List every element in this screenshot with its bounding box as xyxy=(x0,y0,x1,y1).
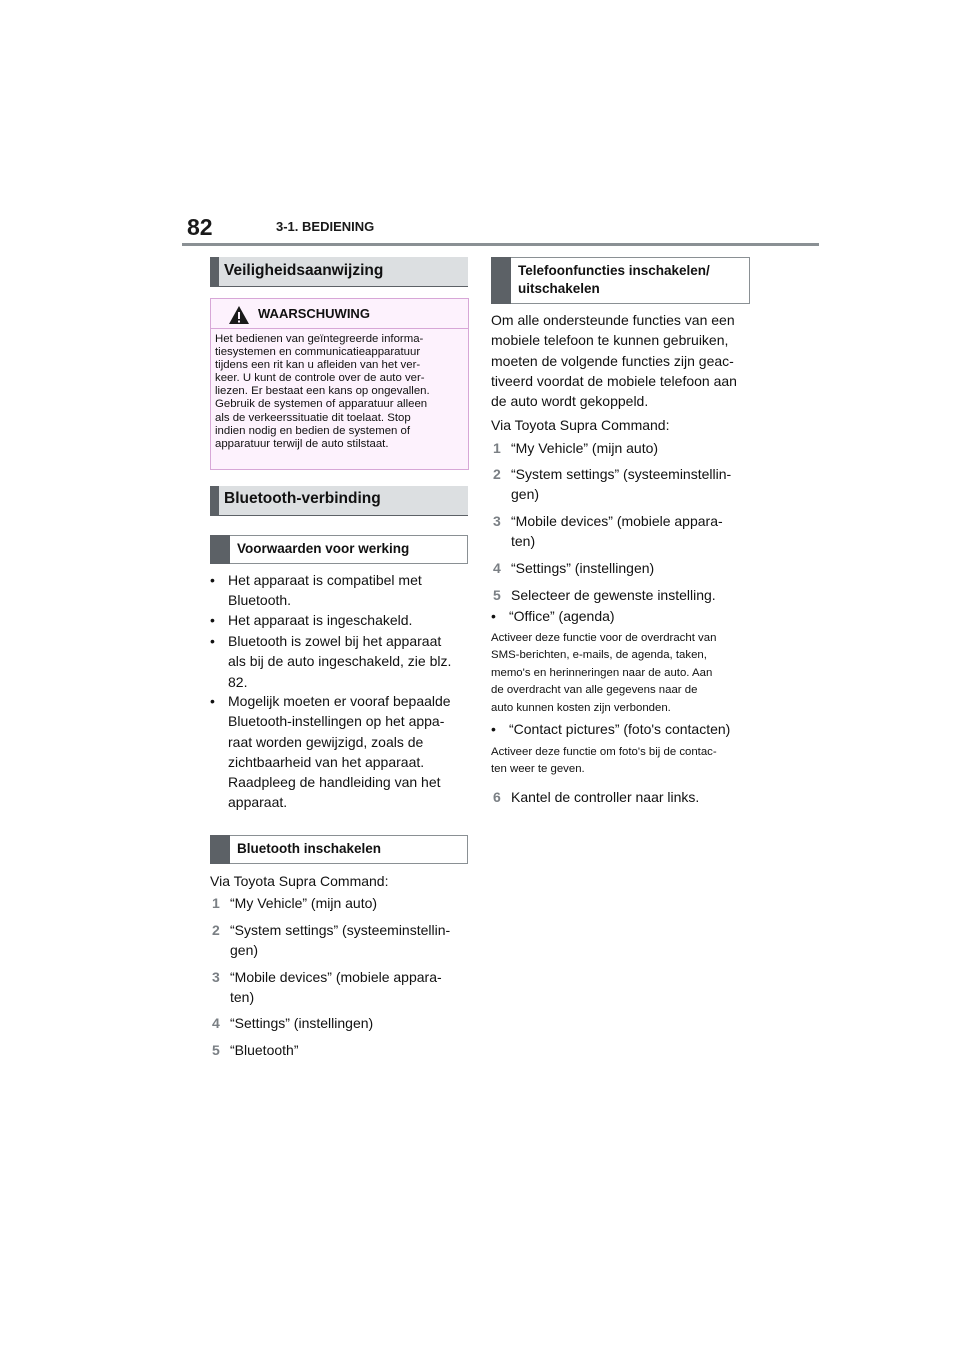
note-office: Activeer deze functie voor de overdracht van SMS-berichten, e-mails, de agenda, taken, memo's en herinneringen naar de auto. Aan de overdracht van alle gegevens naar de auto kunnen kosten zijn verbonden. xyxy=(491,632,717,714)
header-rule xyxy=(182,243,819,246)
warning-line: apparatuur terwijl de auto stilstaat. xyxy=(215,437,389,450)
warning-header xyxy=(211,299,468,329)
section-heading-bluetooth xyxy=(210,486,468,516)
page-header xyxy=(182,210,819,246)
warning-line: indien nodig en bedien de systemen of xyxy=(215,424,411,437)
section-heading-text: Bluetooth-verbinding xyxy=(224,490,381,507)
chapter-title: 3-1. BEDIENING xyxy=(276,219,375,234)
subheading-conditions xyxy=(210,535,468,564)
warning-box xyxy=(210,298,469,470)
warning-line: Gebruik de systemen of apparatuur alleen xyxy=(215,398,428,411)
warning-line: tiesystemen en communicatieapparatuur xyxy=(215,346,421,359)
warning-triangle-icon xyxy=(228,305,250,325)
subheading-text: Telefoonfuncties inschakelen/ uitschakelen xyxy=(518,263,710,296)
via-text: Via Toyota Supra Command: xyxy=(210,873,389,889)
subheading-text: Bluetooth inschakelen xyxy=(237,841,382,856)
warning-title: WAARSCHUWING xyxy=(258,306,370,321)
warning-line: Het bedienen van geïntegreerde informa- xyxy=(215,333,424,345)
subheading-text: Voorwaarden voor werking xyxy=(237,541,410,556)
warning-line: tijdens een rit kan u afleiden van het ver- xyxy=(215,359,421,372)
subheading-enable-bluetooth xyxy=(210,835,468,864)
warning-line: liezen. Er bestaat een kans op ongevallen. xyxy=(215,385,430,398)
warning-text xyxy=(215,333,463,451)
warning-line: keer. U kunt de controle over de auto ver- xyxy=(215,372,425,385)
intro-paragraph: Om alle ondersteunde functies van een mobiele telefoon te kunnen gebruiken, moeten de volgende functies zijn geac- tiveerd voordat de mobiele telefoon aan de auto wordt gekoppeld. xyxy=(491,312,737,410)
via-text: Via Toyota Supra Command: xyxy=(491,417,670,433)
page-number: 82 xyxy=(187,214,213,240)
warning-line: als de verkeerssituatie dit toelaat. Stop xyxy=(215,411,411,424)
section-heading-safety xyxy=(210,257,468,287)
note-contact-pictures: Activeer deze functie om foto's bij de contac- ten weer te geven. xyxy=(491,746,717,776)
subheading-phone-functions xyxy=(491,257,750,304)
section-heading-text: Veiligheidsaanwijzing xyxy=(224,262,384,279)
